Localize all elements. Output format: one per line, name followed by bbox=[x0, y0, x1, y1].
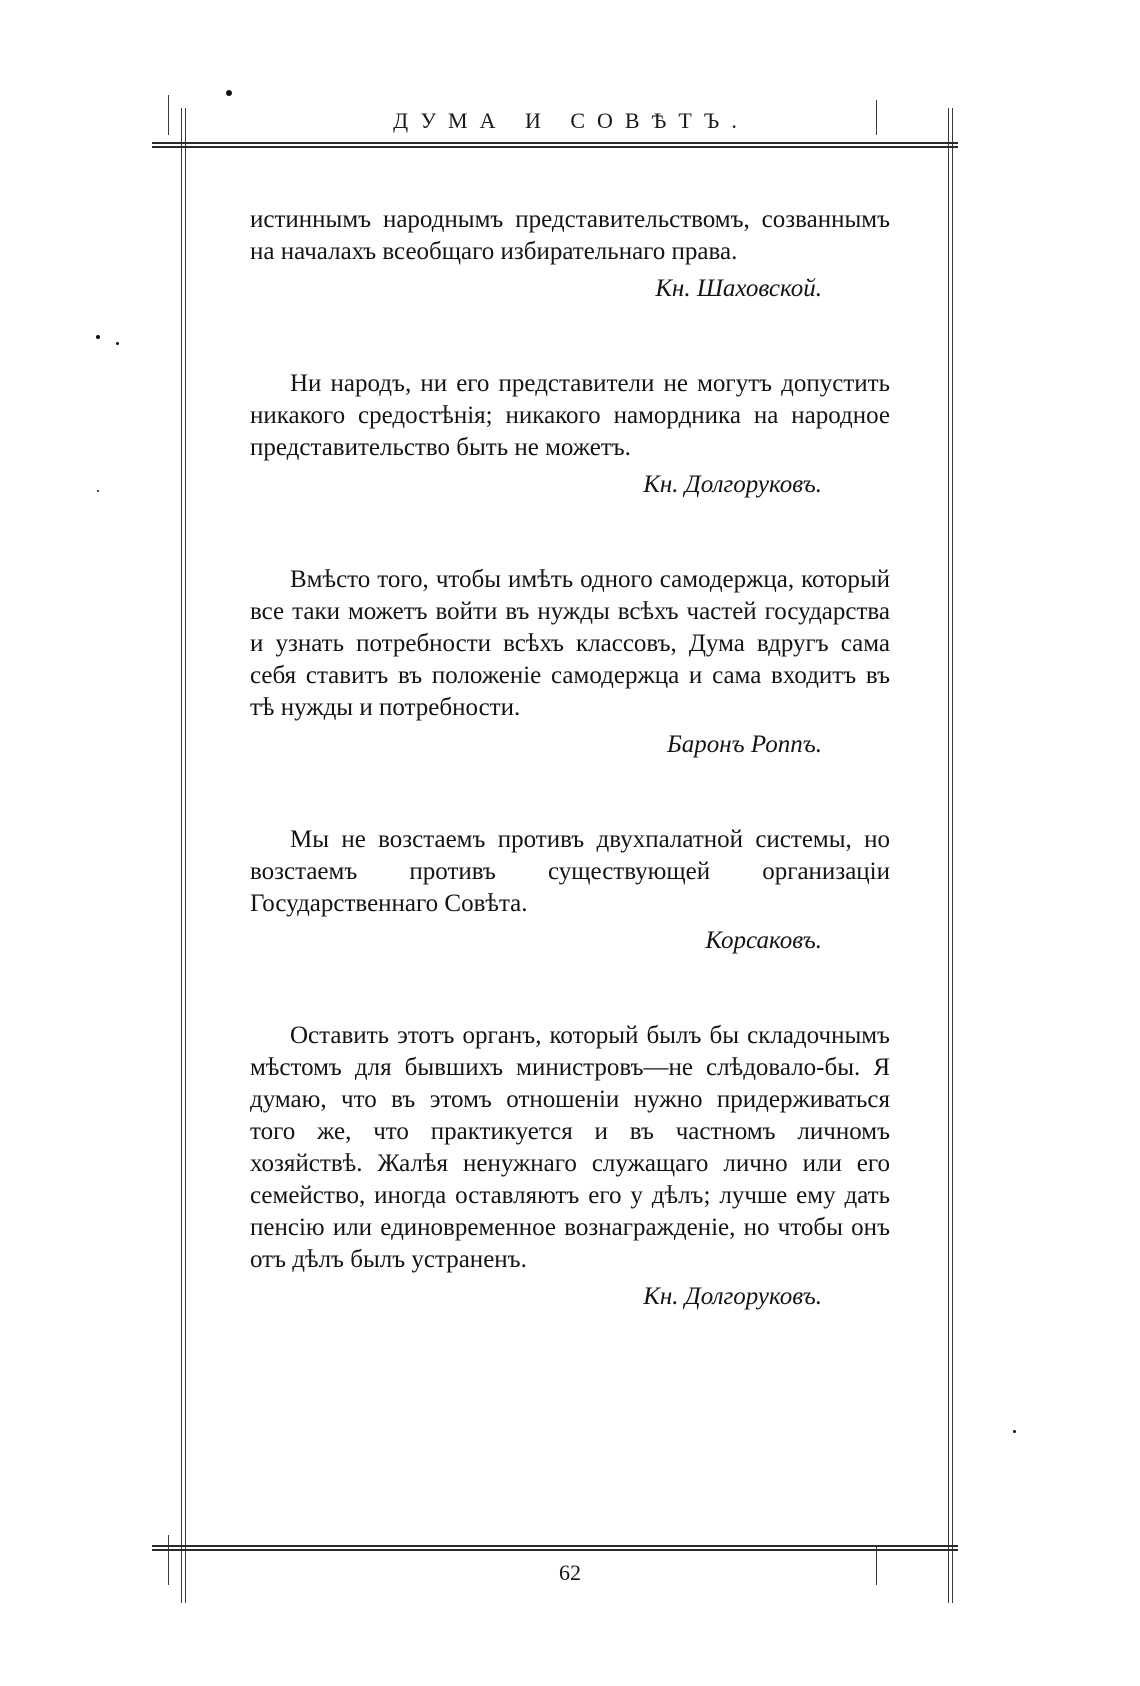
quote-block bbox=[250, 368, 890, 500]
quote-block bbox=[250, 204, 890, 304]
quote-author: Кн. Долгоруковъ. bbox=[643, 471, 822, 498]
quote-block bbox=[250, 1020, 890, 1312]
quote-block bbox=[250, 564, 890, 760]
scan-speck bbox=[1013, 1430, 1016, 1433]
scan-speck bbox=[226, 90, 232, 96]
running-header: ДУМА И СОВѢТЪ. bbox=[393, 108, 749, 133]
frame-right-line bbox=[948, 108, 953, 1603]
quote-text: Мы не возстаемъ противъ двухпалатной системы, но возстаемъ противъ существующей организаціи Государственнаго Совѣта. bbox=[250, 826, 890, 917]
page-number: 62 bbox=[559, 1560, 581, 1585]
frame-left-stub bbox=[168, 95, 169, 135]
frame-right-stub-bottom bbox=[876, 1545, 877, 1585]
quote-text: Оставить этотъ органъ, который былъ бы складочнымъ мѣстомъ для бывшихъ министровъ—не слѣдовало-бы. Я думаю, что въ этомъ отношеніи нужно придерживаться того же, что практикуется и въ частномъ личномъ хозяйствѣ. Жалѣя ненужнаго служащаго лично или его семейство, иногда оставляютъ его у дѣлъ; лучше ему дать пенсію или единовременное вознагражденіе, но чтобы онъ отъ дѣлъ былъ устраненъ. bbox=[250, 1022, 890, 1273]
frame-left-stub-bottom bbox=[168, 1535, 169, 1585]
quote-text: Вмѣсто того, чтобы имѣть одного самодержца, который все таки можетъ войти въ нужды всѣхъ частей государства и узнать потребности всѣхъ классовъ, Дума вдругъ сама себя ставитъ въ положеніе самодержца и сама входитъ въ тѣ нужды и потребности. bbox=[250, 566, 890, 721]
quote-author: Баронъ Роппъ. bbox=[667, 731, 822, 758]
frame-left-line bbox=[181, 108, 186, 1603]
quote-author: Кн. Шаховской. bbox=[655, 275, 822, 302]
scan-speck bbox=[96, 335, 100, 339]
footer-double-rule bbox=[152, 1545, 958, 1551]
header-double-rule bbox=[152, 142, 958, 148]
quote-text: Ни народъ, ни его представители не могутъ допустить никакого средостѣнія; никакого намордника на народное представительство быть не можетъ. bbox=[250, 370, 890, 461]
quote-text: истиннымъ народнымъ представительствомъ, созваннымъ на началахъ всеобщаго избирательнаго права. bbox=[250, 206, 890, 265]
quote-block bbox=[250, 824, 890, 956]
quote-author: Кн. Долгоруковъ. bbox=[643, 1283, 822, 1310]
scan-speck bbox=[116, 342, 119, 345]
quote-author: Корсаковъ. bbox=[705, 927, 822, 954]
quotes-column bbox=[250, 204, 890, 1312]
scan-speck bbox=[97, 490, 99, 492]
